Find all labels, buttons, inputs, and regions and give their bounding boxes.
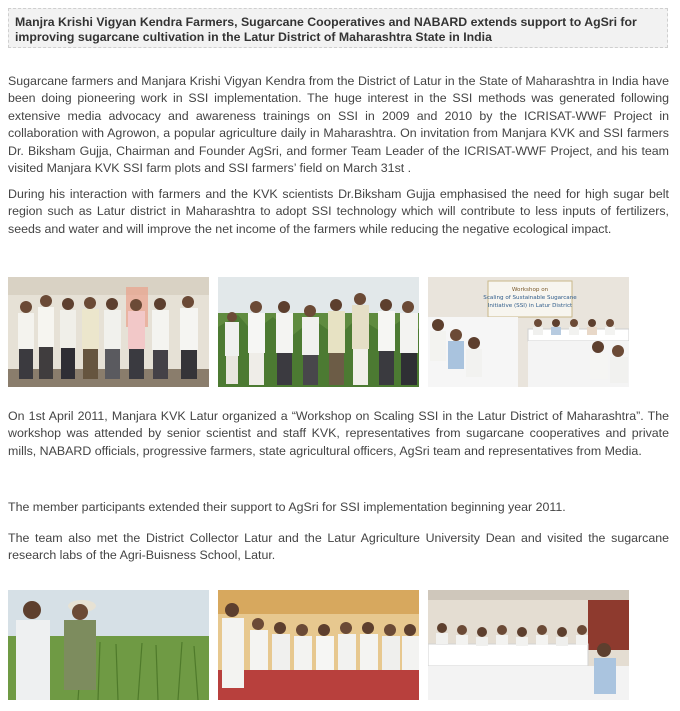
photo-meeting-tent[interactable] bbox=[218, 590, 419, 700]
visit-paragraph: The team also met the District Collector Latur and the Latur Agriculture University Dean and visited the sugarcane research labs of the Agri-Buisness School, Latur. bbox=[8, 531, 669, 563]
banner-line-2: Scaling of Sustainable Sugarcane bbox=[483, 295, 577, 301]
banner-line-3: Initiative (SSI) in Latur District bbox=[487, 303, 573, 309]
photo-conference-room[interactable] bbox=[428, 590, 629, 700]
photo-team-indoor[interactable] bbox=[8, 277, 209, 387]
photo-team-field[interactable] bbox=[218, 277, 419, 387]
workshop-paragraph: On 1st April 2011, Manjara KVK Latur organized a “Workshop on Scaling SSI in the Latur District of Maharashtra”. The workshop was attended by senior scientist and staff KVK, representatives from sugarcane cooperatives and private mills, NABARD officials, progressive farmers, state agricultural officers, AgSri team and representatives from Media. bbox=[8, 409, 669, 458]
banner-line-1: Workshop on bbox=[511, 287, 549, 293]
photo-sugarcane-field[interactable] bbox=[8, 590, 209, 700]
intro-paragraph: Sugarcane farmers and Manjara Krishi Vigyan Kendra from the District of Latur in the State of Maharashtra in India have been doing pioneering work in SSI implementation. The huge interest in the SSI methods was generated following extensive media advocacy and awareness trainings on SSI in 2009 and 2010 by the ICRISAT-WWF Project in collaboration with Agrowon, a popular agriculture daily in Maharashtra. On invitation from Manjara KVK and SSI farmers Dr. Biksham Gujja, Chairman and Founder AgSri, and former Team Leader of the ICRISAT-WWF Project, and his team visited Manjara KVK SSI farm plots and SSI farmers’ field on March 31st . bbox=[8, 74, 669, 176]
article-title: Manjra Krishi Vigyan Kendra Farmers, Sugarcane Cooperatives and NABARD extends support to AgSri for improving sugarcane cultivation in the Latur District of Maharashtra State in India bbox=[8, 8, 668, 48]
support-paragraph: The member participants extended their support to AgSri for SSI implementation beginning year 2011. bbox=[8, 500, 566, 514]
photo-workshop-banner[interactable] bbox=[428, 277, 629, 387]
interaction-paragraph: During his interaction with farmers and the KVK scientists Dr.Biksham Gujja emphasised the need for high sugar belt region such as Latur district in Maharashtra to adopt SSI technology which will contribute to less inputs of fertilizers, seeds and water and will improve the net income of the farmers while reducing the negative ecological impact. bbox=[8, 187, 669, 236]
